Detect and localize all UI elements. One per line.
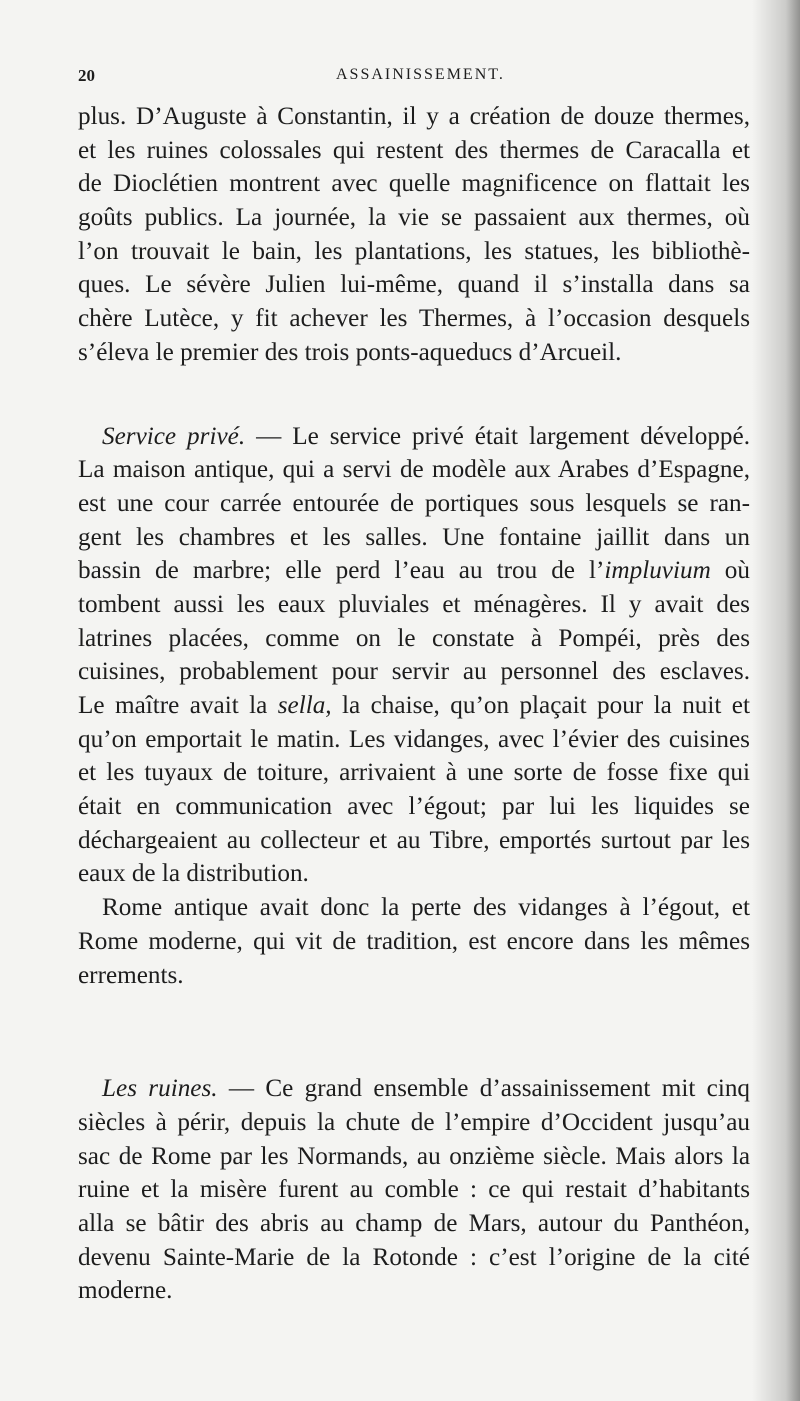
text-line: sac de Rome par les Normands, au onzième siècle. Mais alors la [78,1142,750,1170]
paragraph-gap [78,992,750,1042]
text-line: Rome antique avait donc la perte des vidanges à l’égout, et [102,894,750,922]
page-number: 20 [78,66,95,85]
paragraph-rome-antique [78,891,750,992]
text-line: de Dioclétien montrent avec quelle magnificence on flattait les [78,170,750,198]
text-line: l’on trouvait le bain, les plantations, les statues, les bibliothè- [78,237,750,265]
text-line [78,1072,750,1106]
text-run: bassin de marbre; elle perd l’eau au trou de l’ [78,557,605,585]
text-line: devenu Sainte-Marie de la Rotonde : c’est l’origine de la cité [78,1243,750,1271]
text-line: s’éleva le premier des trois ponts-aqueducs d’Arcueil. [78,338,622,366]
text-run: — Le service privé était largement développé. [245,422,750,450]
text-line: et les tuyaux de toiture, arrivaient à une sorte de fosse fixe qui [78,759,750,787]
text-line: alla se bâtir des abris au champ de Mars, autour du Panthéon, [78,1209,750,1237]
paragraph-les-ruines [78,1072,750,1308]
text-line: plus. D’Auguste à Constantin, il y a création de douze thermes, [78,103,750,130]
text-run: Le maître avait la [78,692,278,719]
text-line: et les ruines colossales qui restent des thermes de Caracalla et [78,136,750,164]
text-line: La maison antique, qui a servi de modèle aux Arabes d’Espagne, [78,456,750,484]
section-heading-service-prive: Service privé. [102,422,246,450]
text-line: cuisines, probablement pour servir au personnel des esclaves. [78,658,750,686]
italic-term-sella: sella, [277,692,332,719]
text-line: ques. Le sévère Julien lui-même, quand il s’installa dans sa [78,271,750,299]
paragraph-service-prive [78,420,750,892]
text-run: où [710,557,750,585]
text-line: gent les chambres et les salles. Une fontaine jaillit dans un [78,523,750,551]
text-run: — Ce grand ensemble d’assainissement mit cinq [217,1075,751,1103]
text-line: est une cour carrée entourée de portiques sous lesquels se ran- [78,489,750,517]
italic-term-impluvium: impluvium [604,557,711,585]
text-line [78,554,750,588]
running-head: ASSAINISSEMENT. [336,66,505,83]
section-heading-les-ruines: Les ruines. [102,1075,218,1103]
text-line: ruine et la misère furent au comble : ce qui restait d’habitants [78,1176,750,1204]
text-line: qu’on emportait le matin. Les vidanges, avec l’évier des cuisines [78,725,750,753]
paragraph-gap [78,1042,750,1072]
text-line: chère Lutèce, y fit achever les Thermes, à l’occasion desquels [78,305,750,333]
body-text [78,100,750,1308]
text-line: goûts publics. La journée, la vie se passaient aux thermes, où [78,204,750,232]
paragraph-thermes [78,100,750,370]
text-line: était en communication avec l’égout; par lui les liquides se [78,793,750,821]
text-line: errements. [78,961,184,989]
text-line: Rome moderne, qui vit de tradition, est encore dans les mêmes [78,927,750,955]
page-edge-shadow [752,0,800,1401]
text-line: déchargeaient au collecteur et au Tibre, emportés surtout par les [78,826,750,854]
page-header [78,66,754,92]
paragraph-gap [78,370,750,420]
text-line: eaux de la distribution. [78,860,309,888]
text-run: la chaise, qu’on plaçait pour la nuit et [331,692,750,719]
text-line: moderne. [78,1277,173,1305]
text-line: latrines placées, comme on le constate à Pompéi, près des [78,624,750,652]
text-line: siècles à périr, depuis la chute de l’empire d’Occident jusqu’au [78,1108,750,1136]
text-line [78,689,750,723]
text-line: tombent aussi les eaux pluviales et ménagères. Il y avait des [78,590,750,618]
text-line [78,420,750,454]
